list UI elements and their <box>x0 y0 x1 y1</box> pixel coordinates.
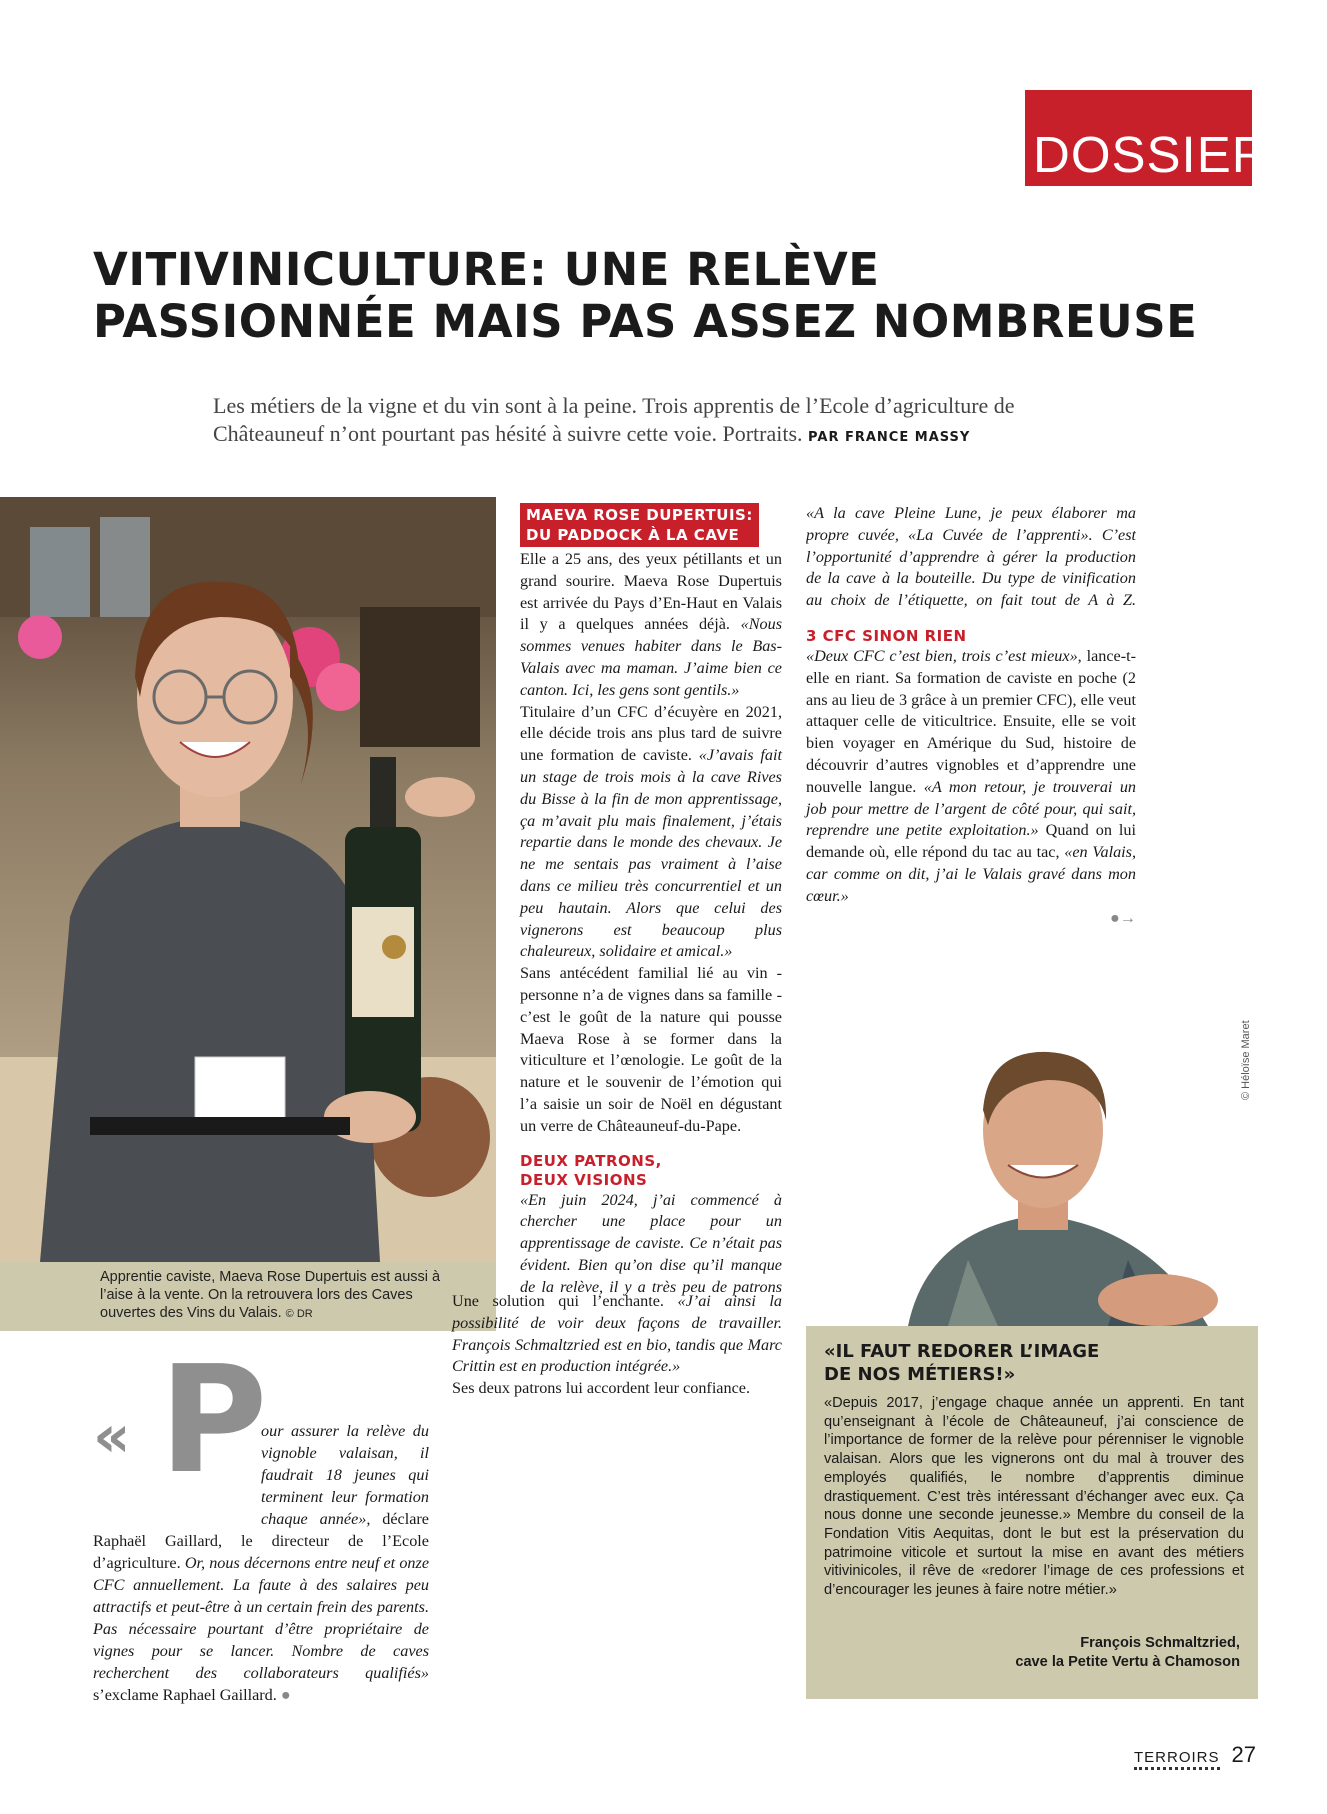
paragraph-text: Quand on lui demande où, elle répond du tac au tac, <box>806 821 1136 862</box>
drop-cap: P <box>159 1334 268 1506</box>
section-heading-patrons <box>520 1152 782 1190</box>
section-tab <box>1025 90 1270 186</box>
headline <box>93 244 1253 348</box>
paragraph-quote: «en Valais, car comme on dit, j’ai le Valais gravé dans mon cœur.» <box>806 843 1137 905</box>
headline-line-1: VITIVINICULTURE: UNE RELÈVE <box>93 243 880 296</box>
photo-credit: © Héloïse Maret <box>1240 1020 1252 1100</box>
pull-quote-text: déclare Raphaël Gaillard, le directeur de l’Ecole d’agriculture. <box>93 1510 429 1572</box>
quote-box-signature <box>1015 1634 1240 1672</box>
paragraph <box>520 963 782 1137</box>
paragraph-text: Titulaire d’un CFC d’écuyère en 2021, elle décide trois ans plus tard de suivre une formation de caviste. <box>520 702 782 765</box>
paragraph <box>452 1378 782 1400</box>
quote-box-text: «Depuis 2017, j’engage chaque année un apprenti. En tant qu’enseignant à l’école de Châteauneuf, j’ai conscience de l’importance de former de la relève pour pérenniser le vignoble valaisan. Alors que les vignerons ont du mal à trouver des employés qualifiés, le nombre d’apprentis diminue drastiquement. C’est très intéressant d’échanger avec eux. Ça nous donne une seconde jeunesse.» Membre du conseil de la Fondation Vitis Aequitas, dont le but est la préservation du patrimoine viticole et surtout la mise en avant des métiers vitivinicoles, il rêve de «redorer l’image de ces professions et d’encourager les jeunes à faire notre métier.» <box>824 1395 1244 1599</box>
paragraph <box>520 549 782 702</box>
section-tab-label: DOSSIER <box>1033 126 1270 183</box>
heading-line-1: DEUX PATRONS, <box>520 1151 662 1170</box>
title-line-2: DE NOS MÉTIERS!» <box>824 1364 1016 1385</box>
section-heading-cfc: 3 CFC SINON RIEN <box>806 627 967 645</box>
column-patrons <box>452 1291 782 1400</box>
paragraph <box>520 1190 782 1300</box>
pull-quote-italic: Or, nous décernons entre neuf et onze CFC annuellement. La faute à des salaires peu attractifs et peut-être à un certain frein des parents. Pas nécessaire pourtant d’être propriétaire de vignes pour se lancer. Nombre de caves recherchent des collaborateurs qualifiés» <box>93 1554 430 1682</box>
lede <box>213 392 1113 452</box>
paragraph-text: Sans antécédent familial lié au vin - personne n’a de vignes dans sa famille - c’est le goût de la nature qui pousse Maeva Rose à se former dans la viticulture et l’œnologie. Le goût de la nature et le souvenir de l’émotion qui l’a saisie un soir de Noël en dégustant un verre de Châteauneuf-du-Pape. <box>520 964 782 1135</box>
page-number: 27 <box>1231 1742 1256 1767</box>
paragraph <box>806 503 1136 611</box>
photo-francois-schmaltzried <box>848 1030 1258 1326</box>
signature-name: François Schmaltzried, <box>1080 1635 1240 1651</box>
section-kicker-maeva <box>520 503 759 547</box>
end-mark-icon: ● <box>280 1686 291 1704</box>
paragraph-quote: «A la cave Pleine Lune, je peux élaborer ma propre cuvée, «La Cuvée de l’apprenti». C’est l’opportunité d’apprendre à gérer la production de la cave à la bouteille. Du type de vinification au choix de l’étiquette, on fait tout de A à Z. <box>806 504 1136 610</box>
quote-box-title <box>824 1340 1244 1386</box>
quote-box <box>806 1326 1258 1699</box>
kicker-line-2: DU PADDOCK À LA CAVE <box>526 526 740 544</box>
paragraph-quote: «A mon retour, je trouverai un job pour mettre de l’argent de côté pour, qui sait, reprendre une petite exploitation.» <box>806 777 1137 840</box>
apprentice-illustration <box>0 497 496 1262</box>
paragraph <box>806 646 1136 908</box>
caption-credit: © DR <box>285 1308 313 1320</box>
paragraph-quote: «Deux CFC c’est bien, trois c’est mieux», <box>806 647 1082 665</box>
pull-quote-italic: our assurer la relève du vignoble valaisan, il faudrait 18 jeunes qui terminent leur formation chaque année», <box>261 1422 429 1528</box>
magazine-name: TERROIRS <box>1134 1749 1220 1770</box>
caption-text: Apprentie caviste, Maeva Rose Dupertuis est aussi à l’aise à la vente. On la retrouvera lors des Caves ouvertes des Vins du Valais. <box>100 1269 441 1321</box>
portrait-illustration <box>848 1030 1258 1326</box>
paragraph-text: Elle a 25 ans, des yeux pétillants et un grand sourire. Maeva Rose Dupertuis est arrivée du Pays d’En-Haut en Valais il y a quelques années déjà. <box>520 550 782 634</box>
paragraph-text: Une solution qui l’enchante. <box>452 1292 664 1310</box>
pull-quote-body <box>93 1420 429 1706</box>
byline: PAR FRANCE MASSY <box>808 430 971 445</box>
column-maeva <box>520 503 782 1300</box>
quote-mark-icon: « <box>93 1402 131 1470</box>
heading-line-2: DEUX VISIONS <box>520 1170 648 1189</box>
paragraph-text: lance-t-elle en riant. Sa formation de caviste en poche (2 ans au lieu de 3 grâce à un premier CFC), elle veut attaquer celle de viticultrice. Ensuite, elle se voit bien voyager en Amérique du Sud, histoire de découvrir d’autres vignobles et d’apprendre une nouvelle langue. <box>806 647 1137 796</box>
signature-place: cave la Petite Vertu à Chamoson <box>1015 1654 1240 1670</box>
paragraph-quote: «J’ai ainsi la possibilité de voir deux façons de travailler. François Schmaltzried est en bio, tandis que Marc Crittin est en production intégrée.» <box>452 1292 782 1376</box>
photo-caption <box>0 1262 496 1331</box>
paragraph-quote: «Nous sommes venues habiter dans le Bas-Valais avec ma maman. J’aime bien ce canton. Ici, les gens sont gentils.» <box>520 615 782 699</box>
paragraph <box>520 702 782 964</box>
headline-line-2: PASSIONNÉE MAIS PAS ASSEZ NOMBREUSE <box>93 295 1198 348</box>
paragraph-quote: «J’avais fait un stage de trois mois à la cave Rives du Bisse à la fin de mon apprentissage, ça m’avait plu mais finalement, j’étais repartie dans le monde des chevaux. Je ne me sentais pas vraiment à l’aise dans ce milieu très concurrentiel et un peu hautain. Alors que celui des vignerons est beaucoup plus chaleureux, solidaire et amical.» <box>520 746 782 961</box>
kicker-line-1: MAEVA ROSE DUPERTUIS: <box>526 506 753 524</box>
page-footer <box>1134 1742 1256 1768</box>
continue-arrow-icon: ●→ <box>1110 908 1136 927</box>
paragraph <box>452 1291 782 1378</box>
title-line-1: «IL FAUT REDORER L’IMAGE <box>824 1341 1100 1362</box>
photo-apprentice-with-bottle <box>0 497 496 1262</box>
lede-text: Les métiers de la vigne et du vin sont à la peine. Trois apprentis de l’Ecole d’agriculture de Châteauneuf n’ont pourtant pas hésité à suivre cette voie. Portraits. <box>213 393 1015 446</box>
paragraph-quote: «En juin 2024, j’ai commencé à chercher une place pour un apprentissage de caviste. Ce n’était pas évident. Bien qu’on dise qu’il manque de la relève, il y a très peu de patrons <box>520 1190 782 1296</box>
paragraph-text: Ses deux patrons lui accordent leur confiance. <box>452 1379 751 1398</box>
pull-quote-text: s’exclame Raphael Gaillard. <box>93 1686 277 1704</box>
column-cfc <box>806 503 1136 929</box>
